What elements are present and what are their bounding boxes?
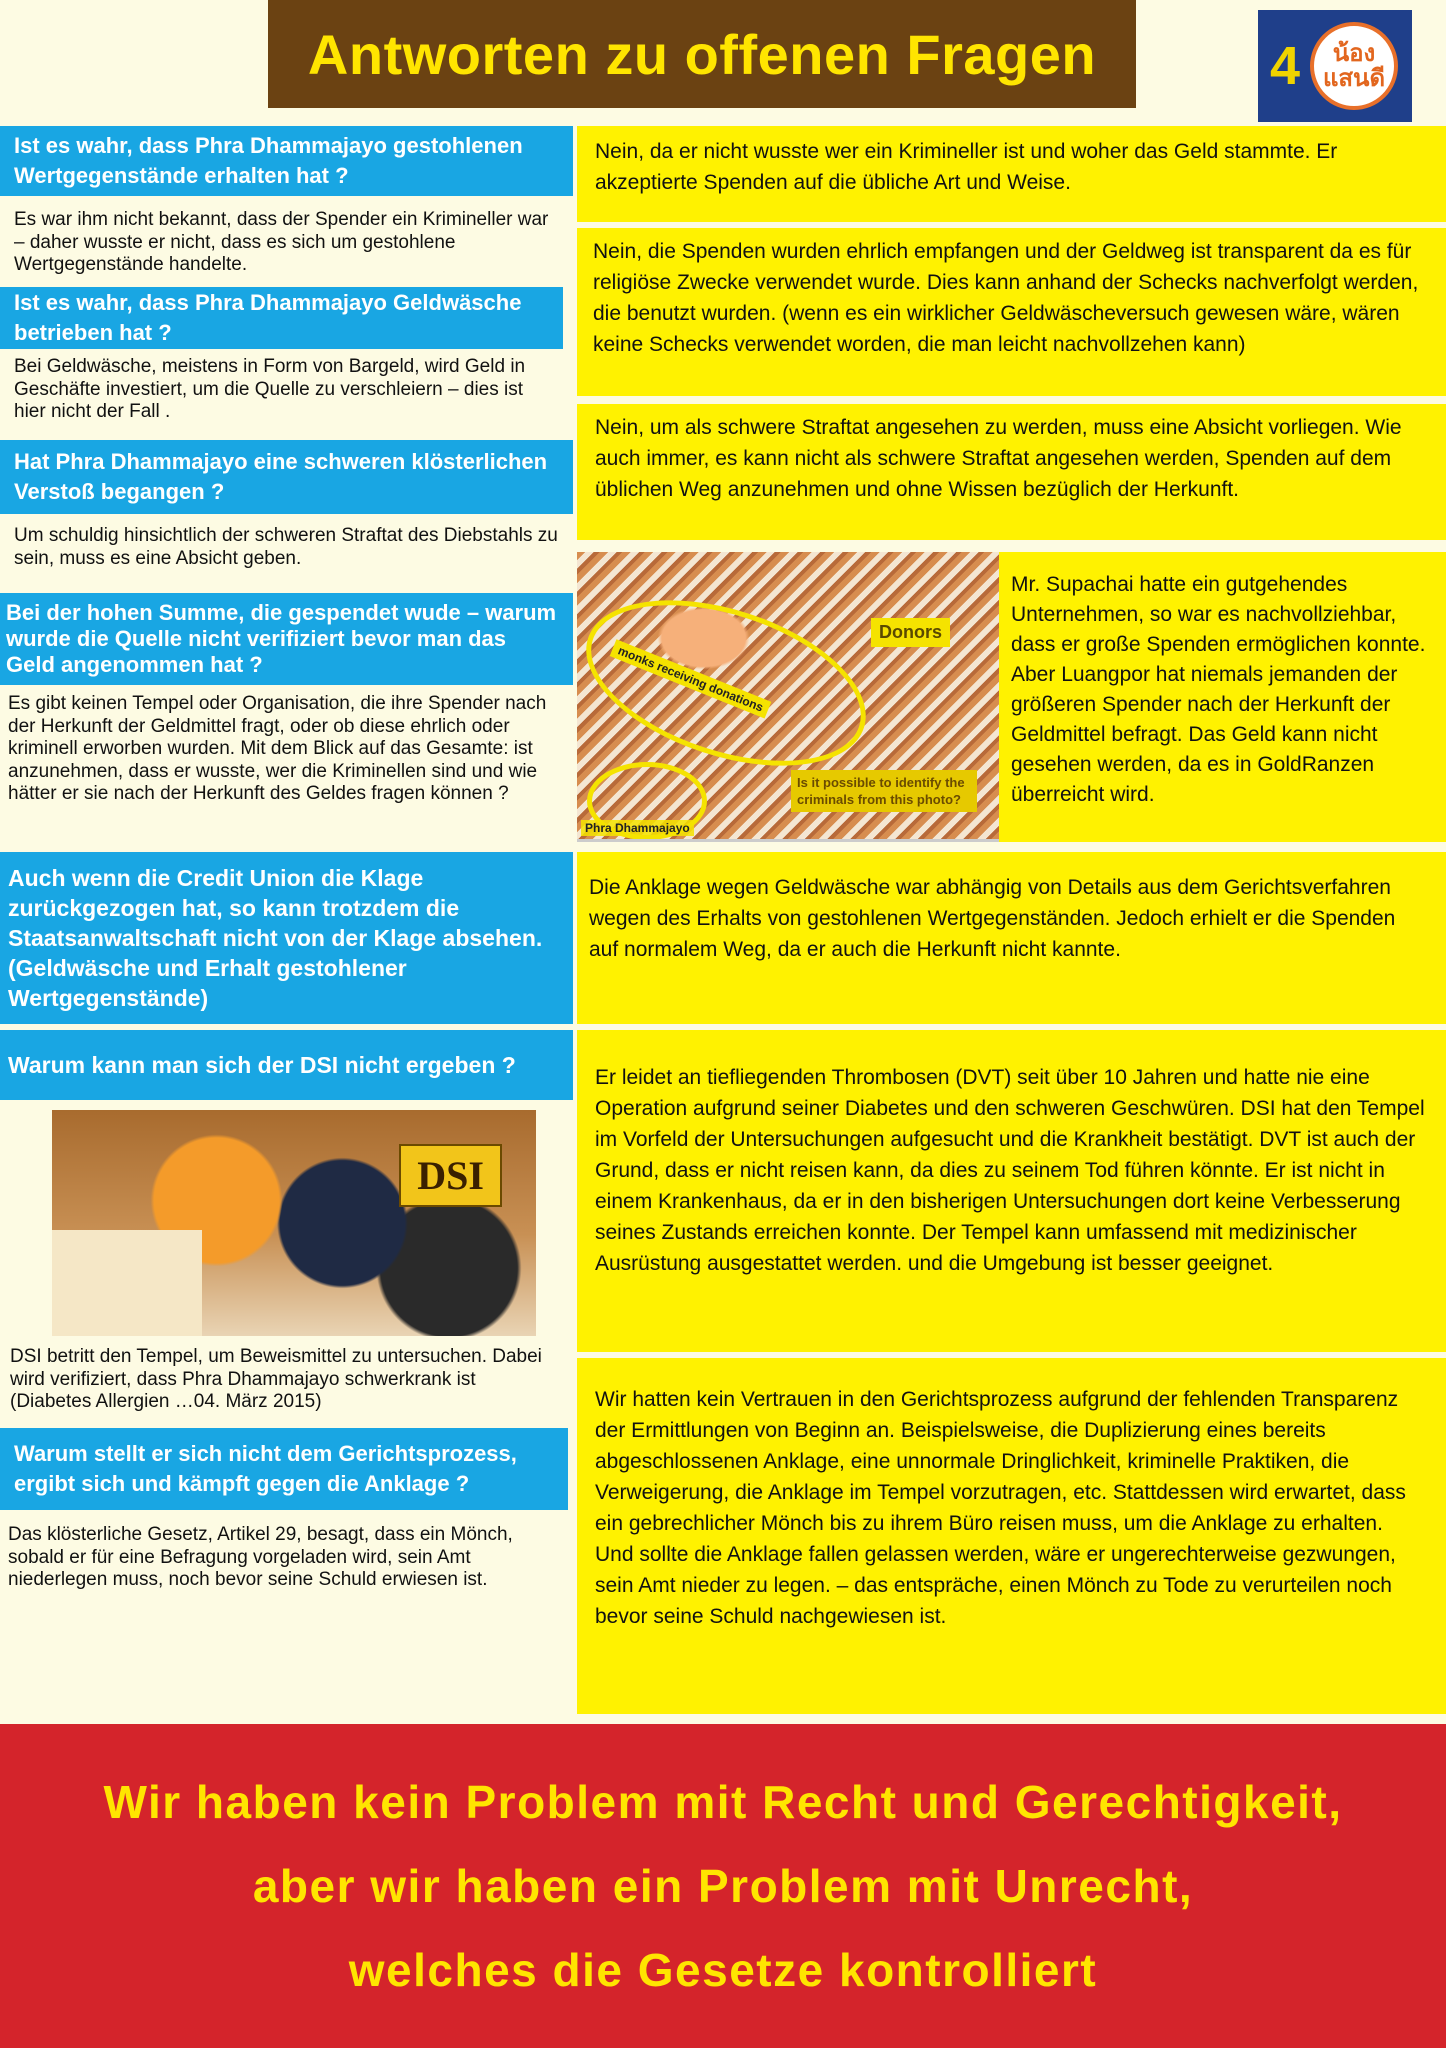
answer-box-2: Nein, die Spenden wurden ehrlich empfangen und der Geldweg ist transparent da es für religiöse Zwecke verwendet wurde. Dies kann anhand der Schecks nachverfolgt werden, die benutzt wurden. (wenn es ein wirklicher Geldwäscheversuch gewesen wäre, wären keine Schecks verwendet worden, die man leicht nachvollzehen kann): [577, 228, 1446, 396]
question-7: Warum stellt er sich nicht dem Gerichtsprozess, ergibt sich und kämpft gegen die Anklage ?: [0, 1428, 568, 1510]
logo: [1258, 10, 1412, 122]
question-3: Hat Phra Dhammajayo eine schweren klösterlichen Verstoß begangen ?: [0, 440, 573, 514]
logo-badge: [1310, 22, 1398, 110]
answer-box-5: Die Anklage wegen Geldwäsche war abhängig von Details aus dem Gerichtsverfahren wegen des Erhalts von gestohlenen Wertgegenständen. Jedoch erhielt er die Spenden auf normalem Weg, da er auch die Herkunft nicht kannte.: [577, 852, 1446, 1024]
answer-box-4: Mr. Supachai hatte ein gutgehendes Unternehmen, so war es nachvollziehbar, dass er große Spenden ermöglichen konnte. Aber Luangpor hat niemals jemanden der größeren Spender nach der Herkunft der Geldmittel befragt. Das Geld kann nicht gesehen werden, da es in GoldRanzen überreicht wird.: [999, 552, 1446, 842]
donor-photo: [577, 552, 999, 842]
phra-label: Phra Dhammajayo: [581, 820, 694, 836]
closing-line-2: aber wir haben ein Problem mit Unrecht,: [252, 1860, 1194, 1912]
answer-4: Es gibt keinen Tempel oder Organisation, die ihre Spender nach der Herkunft der Geldmittel fragt, oder ob diese ehrlich oder kriminell erworben wurden. Mit dem Blick auf das Gesamte: ist anzunehmen, dass er wusste, wer die Kriminellen sind und wie hätter er sie nach der Herkunft des Geldes fragen können ?: [8, 693, 547, 804]
donors-label: Donors: [871, 618, 950, 647]
answer-7: Das klösterliche Gesetz, Artikel 29, besagt, dass ein Mönch, sobald er für eine Befragung vorgeladen wird, sein Amt niederlegen muss, noch bevor seine Schuld erwiesen ist.: [8, 1524, 513, 1590]
answer-box-6: Er leidet an tiefliegenden Thrombosen (DVT) seit über 10 Jahren und hatte nie eine Operation aufgrund seiner Diabetes und den schweren Geschwüren. DSI hat den Tempel im Vorfeld der Untersuchungen aufgesucht und die Krankheit bestätigt. DVT ist auch der Grund, dass er nicht reisen kann, da dies zu seinem Tod führen könnte. Er ist nicht in einem Krankenhaus, da er in den bisherigen Untersuchungen dort keine Verbesserung seines Zustands erreichen konnte. Der Tempel kann umfassend mit medizinischer Ausrüstung ausgestattet werden. und die Umgebung ist besser geeignet.: [577, 1030, 1446, 1352]
photo-question-label: Is it possible to identify the criminals from this photo?: [791, 770, 977, 812]
logo-text: น้อง แสนดี: [1322, 39, 1386, 92]
question-5: Auch wenn die Credit Union die Klage zurückgezogen hat, so kann trotzdem die Staatsanwaltschaft nicht von der Klage absehen. (Geldwäsche und Erhalt gestohlener Wertgegenstände): [0, 852, 573, 1024]
monks-label: monks receiving donations: [610, 639, 772, 718]
monks-highlight-ellipse: [577, 569, 886, 797]
answer-box-1: Nein, da er nicht wusste wer ein Krimineller ist und woher das Geld stammte. Er akzeptierte Spenden auf die übliche Art und Weise.: [577, 126, 1446, 222]
title-banner: [268, 0, 1136, 108]
closing-line-1: Wir haben kein Problem mit Recht und Gerechtigkeit,: [103, 1776, 1343, 1828]
answer-3: Um schuldig hinsichtlich der schweren Straftat des Diebstahls zu sein, muss es eine Absicht geben.: [14, 525, 558, 569]
dsi-badge: DSI: [399, 1144, 502, 1207]
question-4: Bei der hohen Summe, die gespendet wude – warum wurde die Quelle nicht verifiziert bevor man das Geld angenommen hat ?: [0, 593, 573, 685]
dsi-photo: [52, 1110, 536, 1336]
question-2: Ist es wahr, dass Phra Dhammajayo Geldwäsche betrieben hat ?: [0, 287, 563, 349]
logo-number: 4: [1270, 36, 1301, 96]
question-6: Warum kann man sich der DSI nicht ergeben ?: [0, 1030, 573, 1100]
answer-1: Es war ihm nicht bekannt, dass der Spender ein Krimineller war – daher wusste er nicht, dass es sich um gestohlene Wertgegenstände handelte.: [14, 209, 549, 275]
answer-2: Bei Geldwäsche, meistens in Form von Bargeld, wird Geld in Geschäfte investiert, um die Quelle zu verschleiern – dies ist hier nicht der Fall .: [14, 356, 526, 422]
photo-table-area: [52, 1230, 202, 1336]
closing-line-3: welches die Gesetze kontrolliert: [348, 1944, 1098, 1996]
closing-statement-banner: [0, 1724, 1446, 2048]
page-title: Antworten zu offenen Fragen: [307, 22, 1097, 86]
dsi-caption: DSI betritt den Tempel, um Beweismittel zu untersuchen. Dabei wird verifiziert, dass Phra Dhammajayo schwerkrank ist (Diabetes Allergien …04. März 2015): [10, 1346, 542, 1412]
answer-box-3: Nein, um als schwere Straftat angesehen zu werden, muss eine Absicht vorliegen. Wie auch immer, es kann nicht als schwere Straftat angesehen werden, Spenden auf dem üblichen Weg anzunehmen und ohne Wissen bezüglich der Herkunft.: [577, 404, 1446, 540]
question-1: Ist es wahr, dass Phra Dhammajayo gestohlenen Wertgegenstände erhalten hat ?: [0, 126, 573, 196]
answer-box-7: Wir hatten kein Vertrauen in den Gerichtsprozess aufgrund der fehlenden Transparenz der Ermittlungen von Beginn an. Beispielsweise, die Duplizierung eines bereits abgeschlossenen Anklage, eine unnormale Dringlichkeit, kriminelle Praktiken, die Verweigerung, die Anklage im Tempel vorzutragen, etc. Stattdessen wird erwartet, dass ein gebrechlicher Mönch bis zu ihrem Büro reisen muss, um die Anklage zu erhalten. Und sollte die Anklage fallen gelassen werden, wäre er ungerechterweise gezwungen, sein Amt nieder zu legen. – das entspräche, einen Mönch zu Tode zu verurteilen noch bevor seine Schuld nachgewiesen ist.: [577, 1358, 1446, 1714]
